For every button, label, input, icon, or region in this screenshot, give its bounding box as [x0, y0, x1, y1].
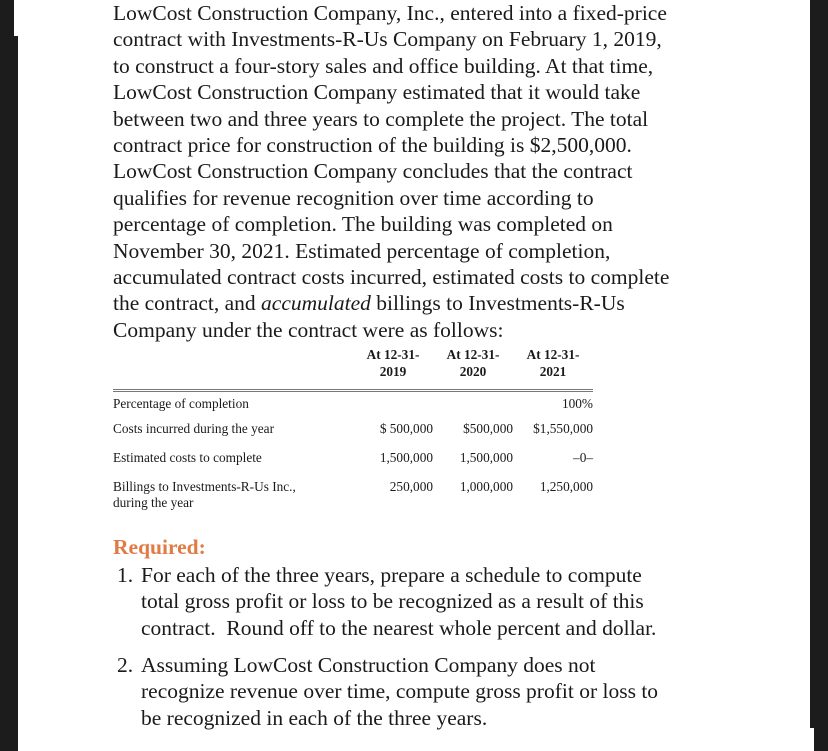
text-line: LowCost Construction Company concludes that the contract [113, 159, 633, 184]
text-line: LowCost Construction Company estimated that it would take [113, 80, 641, 105]
italic-text: accumulated [261, 291, 371, 316]
required-item-2: 2. Assuming LowCost Construction Company does not recognize revenue over time, compute gross profit or loss to be recognized in each of the three years. [117, 653, 659, 730]
text-line: November 30, 2021. Estimated percentage of completion, [113, 238, 611, 263]
text-line: qualifies for revenue recognition over time according to [113, 185, 594, 210]
text-line: accumulated contract costs incurred, estimated costs to complete [113, 265, 670, 290]
text-line: contract price for construction of the building is $2,500,000. [113, 133, 632, 158]
text-line: Company under the contract were as follows: [113, 317, 504, 342]
column-header-2019: At 12-31- 2019 [366, 347, 420, 379]
text-line: to construct a four-story sales and office building. At that time, [113, 53, 654, 78]
left-border [0, 0, 14, 36]
text-line: contract with Investments-R-Us Company on February 1, 2019, [113, 27, 662, 52]
required-item-1: 1. For each of the three years, prepare a schedule to compute total gross profit or loss to be recognized as a result of this contract. Round off to the nearest whole percent and dollar. [117, 563, 657, 640]
required-heading: Required: [113, 535, 206, 559]
left-border [0, 36, 18, 751]
problem-statement [113, 0, 669, 343]
column-header-2020: At 12-31- 2020 [446, 347, 500, 379]
text-line: between two and three years to complete the project. The total [113, 106, 649, 131]
text-line [113, 290, 669, 316]
text-line: percentage of completion. The building was completed on [113, 212, 613, 237]
table-row: Estimated costs to complete 1,500,000 1,500,000 –0– [113, 449, 593, 465]
right-border [814, 728, 828, 751]
text-fragment: the contract, and [113, 291, 262, 316]
table-row: Percentage of completion 100% [113, 395, 593, 411]
column-header-2021: At 12-31- 2021 [526, 347, 580, 379]
table-row: Billings to Investments-R-Us Inc., during the year 250,000 1,000,000 1,250,000 [113, 478, 593, 510]
right-border [810, 0, 828, 728]
text-line: LowCost Construction Company, Inc., entered into a fixed-price [113, 1, 667, 25]
contract-data-table [113, 346, 593, 511]
text-fragment: billings to Investments-R-Us [370, 291, 625, 316]
table-row: Costs incurred during the year $ 500,000 $500,000 $1,550,000 [113, 420, 593, 436]
table-header-row [113, 346, 593, 380]
